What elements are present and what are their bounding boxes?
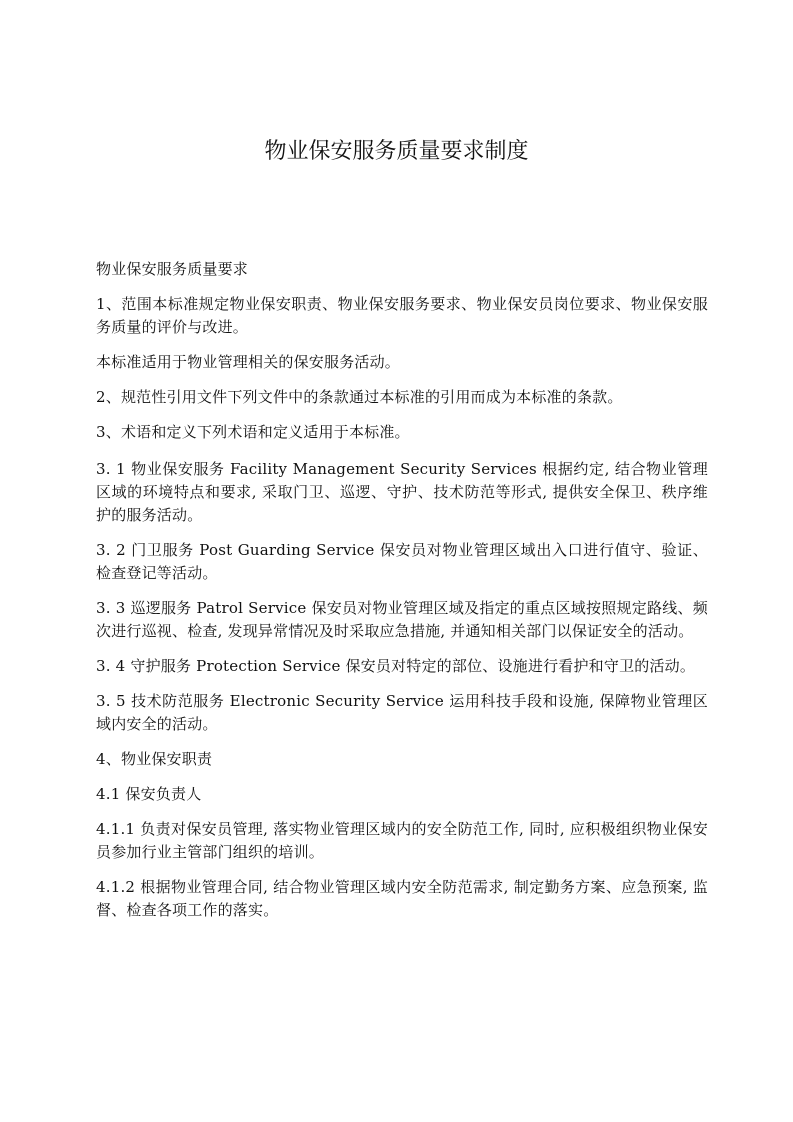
paragraph-normative-references: 2、规范性引用文件下列文件中的条款通过本标准的引用而成为本标准的条款。 [96, 388, 623, 406]
paragraph-term-3-2: 3. 2 门卫服务 Post Guarding Service 保安员对物业管理区域出入口进行值守、验证、检查登记等活动。 [96, 541, 708, 582]
paragraph-section-4-1: 4.1 保安负责人 [96, 785, 202, 803]
paragraph-term-3-1: 3. 1 物业保安服务 Facility Management Security Services 根据约定, 结合物业管理区域的环境特点和要求, 采取门卫、巡逻、守护、技术防范等形式, 提供安全保卫、秩序维护的服务活动。 [96, 460, 708, 524]
paragraph-heading: 物业保安服务质量要求 [96, 260, 249, 278]
paragraph-term-3-4: 3. 4 守护服务 Protection Service 保安员对特定的部位、设施进行看护和守卫的活动。 [96, 657, 696, 675]
document-body [96, 258, 708, 934]
paragraph-section-4-1-2: 4.1.2 根据物业管理合同, 结合物业管理区域内安全防范需求, 制定勤务方案、应急预案, 监督、检查各项工作的落实。 [96, 878, 708, 919]
paragraph-applicability: 本标准适用于物业管理相关的保安服务活动。 [96, 353, 401, 371]
paragraph-term-3-5: 3. 5 技术防范服务 Electronic Security Service 运用科技手段和设施, 保障物业管理区域内安全的活动。 [96, 692, 708, 733]
paragraph-terms: 3、术语和定义下列术语和定义适用于本标准。 [96, 423, 410, 441]
paragraph-section-4-1-1: 4.1.1 负责对保安员管理, 落实物业管理区域内的安全防范工作, 同时, 应积极组织物业保安员参加行业主管部门组织的培训。 [96, 820, 708, 861]
paragraph-section-4: 4、物业保安职责 [96, 750, 213, 768]
paragraph-term-3-3: 3. 3 巡逻服务 Patrol Service 保安员对物业管理区域及指定的重点区域按照规定路线、频次进行巡视、检查, 发现异常情况及时采取应急措施, 并通知相关部门以保证安全的活动。 [96, 599, 708, 640]
document-title: 物业保安服务质量要求制度 [264, 139, 529, 164]
paragraph-scope: 1、范围本标准规定物业保安职责、物业保安服务要求、物业保安员岗位要求、物业保安服务质量的评价与改进。 [96, 295, 708, 336]
